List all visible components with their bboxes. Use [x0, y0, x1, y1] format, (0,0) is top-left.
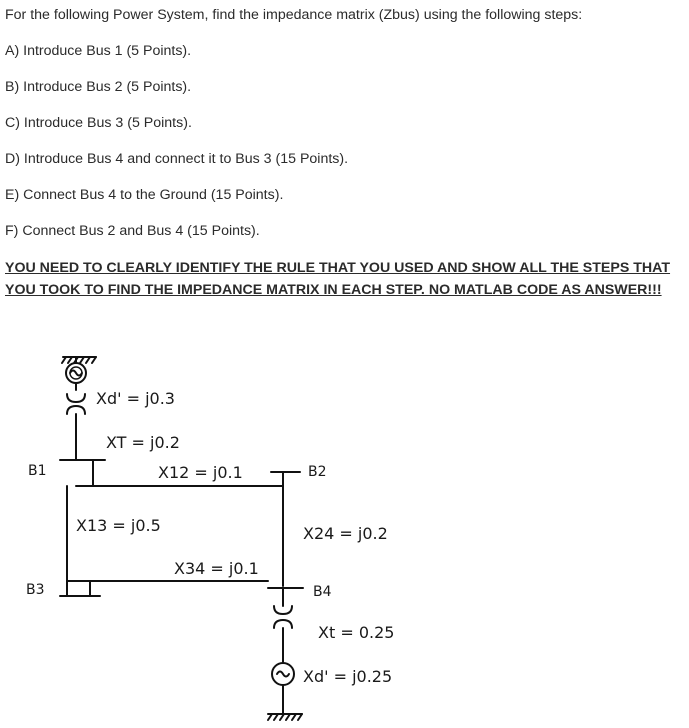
gen1-xd-label: Xd' = j0.3 [96, 389, 175, 408]
transformer-2-icon [274, 606, 292, 614]
step-a: A) Introduce Bus 1 (5 Points). [5, 43, 192, 59]
bus-2-label: B2 [308, 464, 327, 480]
step-c: C) Introduce Bus 3 (5 Points). [5, 115, 192, 131]
problem-intro: For the following Power System, find the impedance matrix (Zbus) using the following steps: [5, 7, 583, 23]
x34-label: X34 = j0.1 [174, 559, 259, 578]
bus-1-label: B1 [28, 463, 47, 479]
step-b: B) Introduce Bus 2 (5 Points). [5, 79, 192, 95]
transformer-1-icon [67, 394, 85, 402]
instruction-note: YOU NEED TO CLEARLY IDENTIFY THE RULE THAT YOU USED AND SHOW ALL THE STEPS THAT YOU TOOK TO FIND THE IMPEDANCE MATRIX IN EACH STEP. NO MATLAB CODE AS ANSWER!!! [5, 260, 671, 298]
x24-label: X24 = j0.2 [303, 524, 388, 543]
gen1-xt-label: XT = j0.2 [106, 433, 180, 452]
x13-label: X13 = j0.5 [76, 516, 161, 535]
x12-label: X12 = j0.1 [158, 463, 243, 482]
step-f: F) Connect Bus 2 and Bus 4 (15 Points). [5, 223, 260, 239]
step-e: E) Connect Bus 4 to the Ground (15 Points). [5, 187, 284, 203]
gen2-xd-label: Xd' = j0.25 [303, 667, 393, 686]
step-d: D) Introduce Bus 4 and connect it to Bus 3 (15 Points). [5, 151, 349, 167]
bus-3-label: B3 [26, 582, 45, 598]
bus-4-label: B4 [313, 584, 332, 600]
gen2-xt-label: Xt = 0.25 [318, 623, 395, 642]
power-system-diagram [0, 336, 689, 728]
